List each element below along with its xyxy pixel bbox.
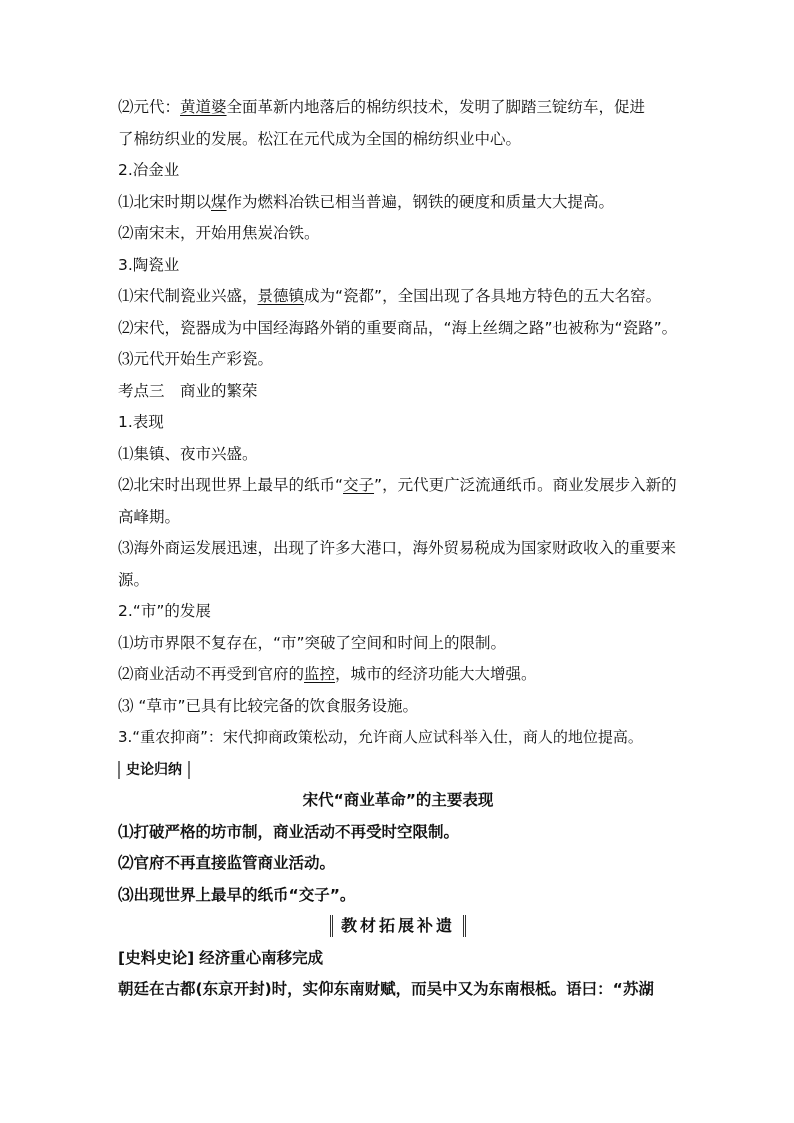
text-line <box>118 659 678 691</box>
underlined-term: 监控 <box>304 665 336 683</box>
text-line: 了棉纺织业的发展。松江在元代成为全国的棉纺织业中心。 <box>118 129 522 148</box>
text-line: ⑴集镇、夜市兴盛。 <box>118 444 258 463</box>
extension-heading-text: 经济重心南移完成 <box>199 948 324 967</box>
text-line: ⑶元代开始生产彩瓷。 <box>118 350 274 368</box>
extension-banner: 教材拓展补遗 <box>330 915 466 937</box>
text-line <box>118 470 678 533</box>
text-line: ⑶ “草市”已具有比较完备的饮食服务设施。 <box>118 696 418 715</box>
summary-item: ⑶出现世界上最早的纸币“交子”。 <box>118 885 356 904</box>
text-line <box>118 281 678 313</box>
extension-text: 朝廷在古都(东京开封)时，实仰东南财赋，而吴中又为东南根柢。语曰：“苏湖 <box>118 980 654 998</box>
topic-heading: 考点三 商业的繁荣 <box>118 381 258 400</box>
text-span: 成为“瓷都”，全国出现了各具地方特色的五大名窑。 <box>304 287 662 305</box>
text-span: 作为燃料冶铁已相当普遍，钢铁的硬度和质量大大提高。 <box>226 192 615 211</box>
text-line: ⑵南宋末，开始用焦炭冶铁。 <box>118 224 320 242</box>
text-line: ⑶海外商运发展迅速，出现了许多大港口，海外贸易税成为国家财政收入的重要来源。 <box>118 539 677 589</box>
summary-item: ⑵官府不再直接监管商业活动。 <box>118 854 336 872</box>
section-heading: 1.表现 <box>118 413 164 431</box>
section-heading: 3.“重农抑商”：宋代抑商政策松动，允许商人应试科举入仕，商人的地位提高。 <box>118 728 643 746</box>
text-span: ⑴宋代制瓷业兴盛， <box>118 287 258 305</box>
text-line: ⑴坊市界限不复存在，“市”突破了空间和时间上的限制。 <box>118 633 507 652</box>
text-span: ⑵北宋时出现世界上最早的纸币“ <box>118 476 344 494</box>
extension-banner-row <box>118 911 678 943</box>
underlined-term: 景德镇 <box>257 287 305 305</box>
section-heading: 2.冶金业 <box>118 161 180 179</box>
text-span: ”，元代更广泛流通纸币。商业发展步入新的高峰期。 <box>118 476 677 526</box>
text-span: ⑵元代： <box>118 98 181 116</box>
text-span: ，城市的经济功能大大增强。 <box>335 665 537 683</box>
text-line <box>118 92 678 124</box>
summary-tag-row <box>118 754 678 786</box>
summary-title: 宋代“商业革命”的主要表现 <box>302 791 494 809</box>
text-line: ⑵宋代，瓷器成为中国经海路外销的重要商品，“海上丝绸之路”也被称为“瓷路”。 <box>118 318 678 337</box>
extension-heading <box>118 943 678 975</box>
summary-tag: 史论归纳 <box>118 761 190 779</box>
document-page <box>118 92 678 1006</box>
text-line <box>118 187 678 219</box>
text-span: ⑴北宋时期以 <box>118 192 212 211</box>
section-heading: 2.“市”的发展 <box>118 602 211 620</box>
underlined-term: 黄道婆 <box>180 98 227 116</box>
underlined-term: 煤 <box>211 192 227 211</box>
text-span: ⑵商业活动不再受到官府的 <box>118 665 305 683</box>
underlined-term: 交子 <box>343 476 375 494</box>
section-heading: 3.陶瓷业 <box>118 255 180 274</box>
summary-item: ⑴打破严格的坊市制，商业活动不再受时空限制。 <box>118 822 460 841</box>
text-span: 全面革新内地落后的棉纺织技术，发明了脚踏三锭纺车，促进 <box>226 98 646 116</box>
bracket-label: [史料史论] <box>118 948 195 967</box>
